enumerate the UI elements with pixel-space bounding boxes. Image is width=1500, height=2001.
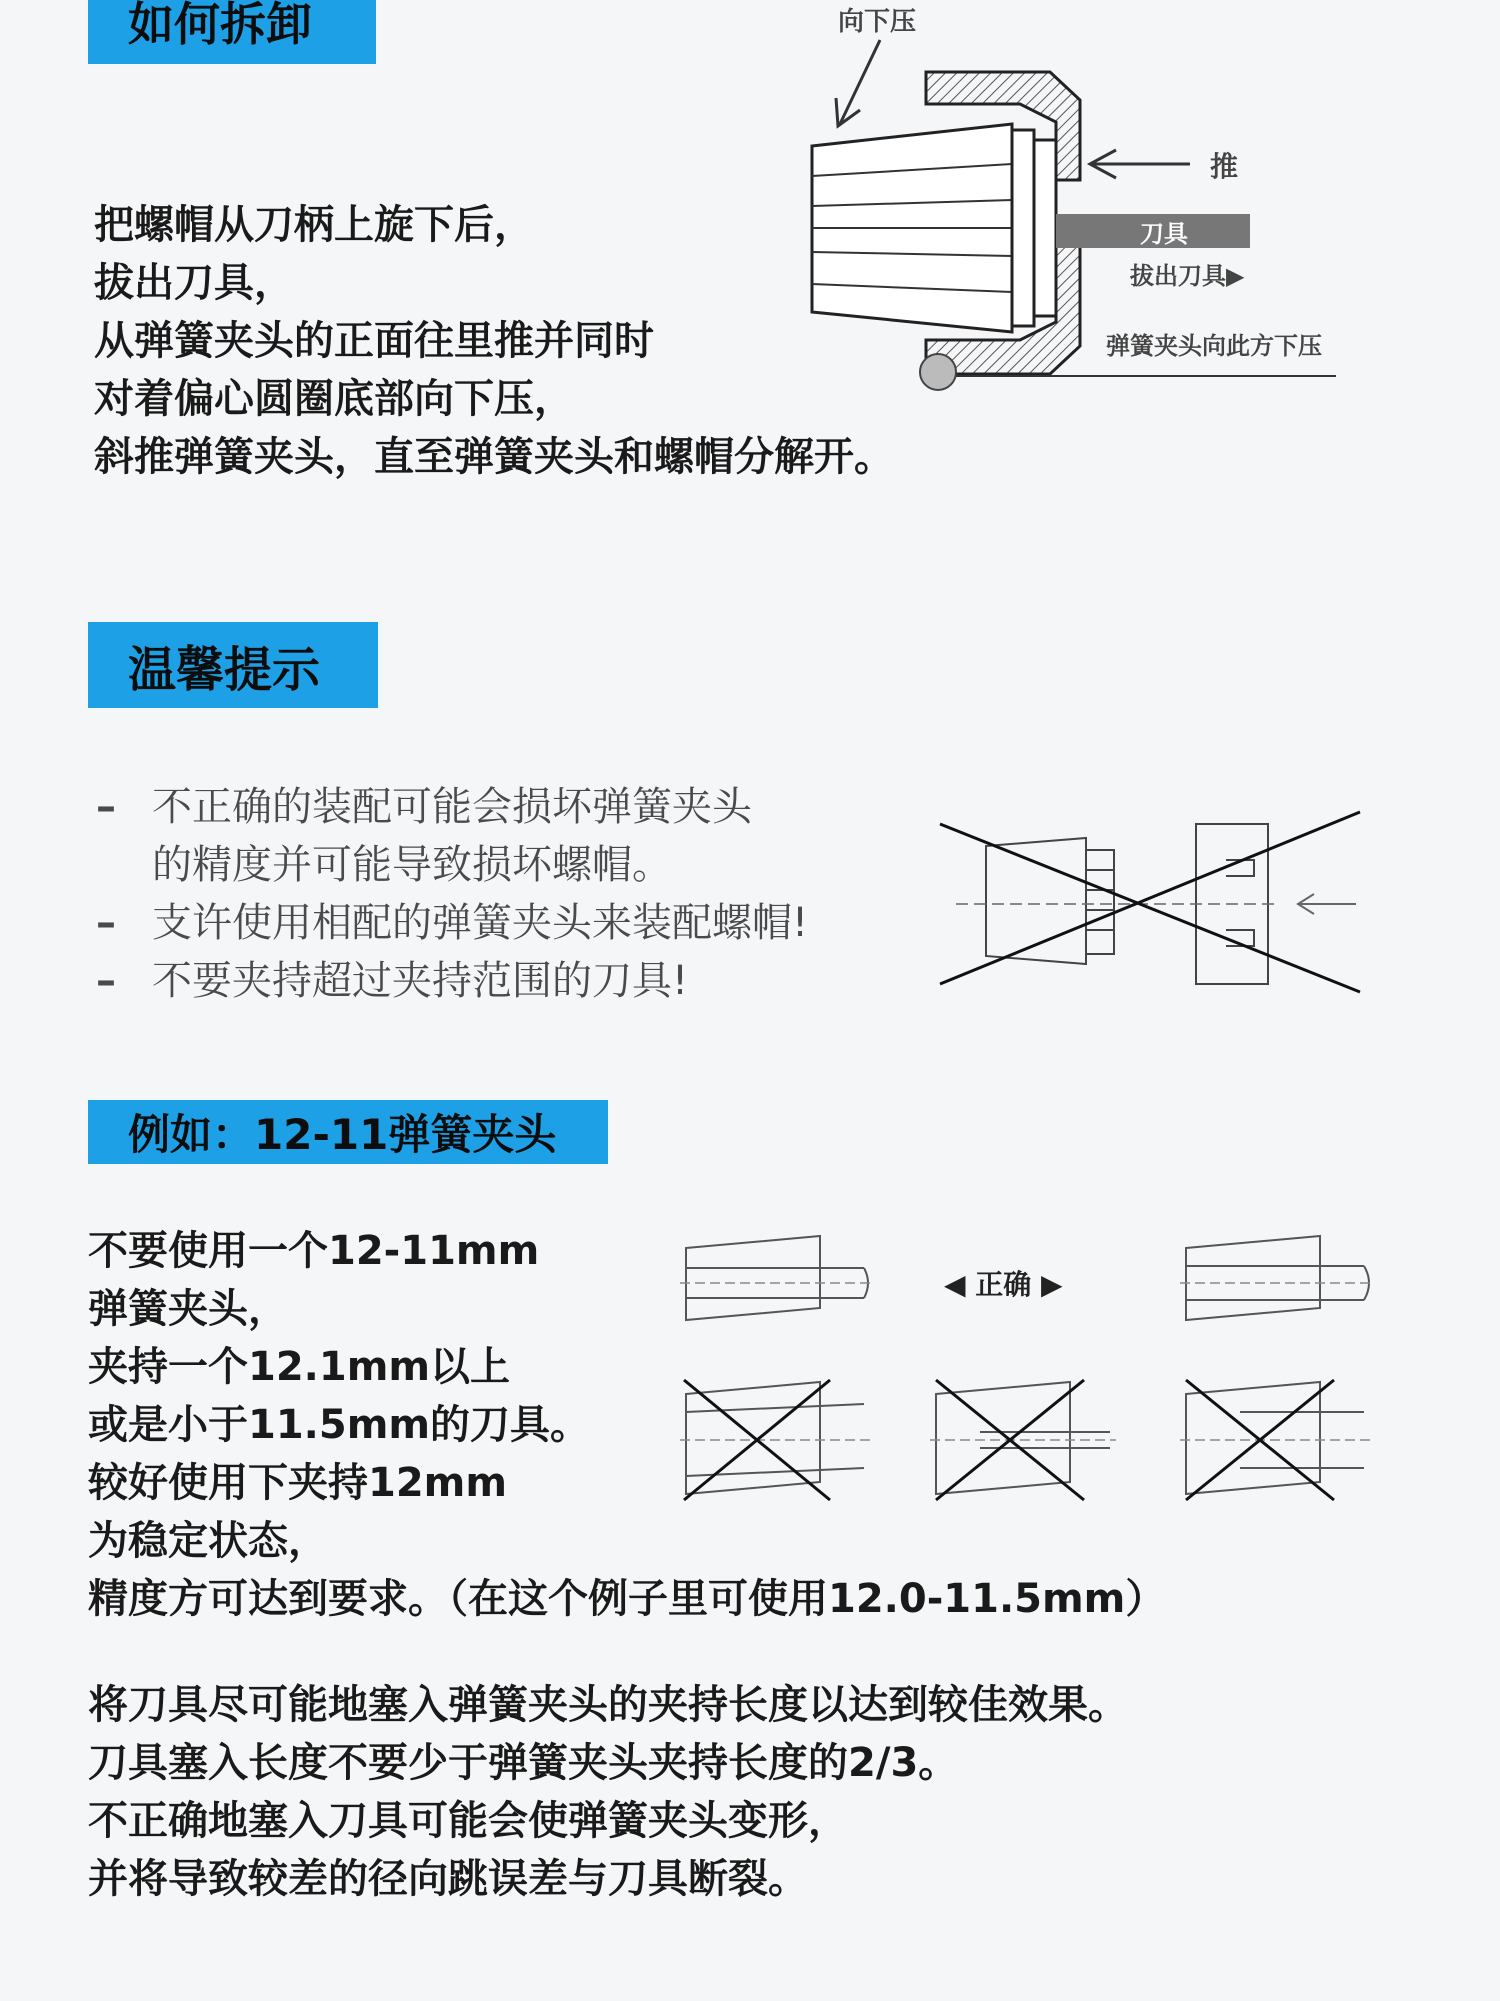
pull-out-label: 拔出刀具▶	[1130, 262, 1245, 290]
collet-correct-right	[1180, 1236, 1372, 1320]
instruction-line: 拔出刀具，	[94, 260, 294, 306]
example-line: 较好使用下夹持12mm	[88, 1460, 508, 1506]
collet-incorrect-oversize	[680, 1380, 870, 1500]
disassembly-diagram	[780, 0, 1400, 420]
tip-dash: –	[96, 784, 116, 830]
example-line: 弹簧夹头，	[88, 1286, 288, 1332]
collet-correct-left	[680, 1236, 870, 1320]
tip-line: 的精度并可能导致损坏螺帽。	[152, 842, 672, 888]
disassembly-instructions	[94, 196, 894, 486]
incorrect-assembly-diagram	[936, 800, 1366, 1000]
example-line: 为稳定状态，	[88, 1518, 328, 1564]
example-line: 或是小于11.5mm的刀具。	[88, 1402, 591, 1448]
tool-label: 刀具	[1140, 220, 1188, 248]
correct-label: ◀ 正确 ▶	[944, 1268, 1063, 1301]
note-line: 刀具塞入长度不要少于弹簧夹头夹持长度的2/3。	[88, 1740, 959, 1786]
eccentric-circle-icon	[920, 354, 956, 390]
instruction-line: 对着偏心圆圈底部向下压，	[94, 376, 574, 422]
press-down-arrow-icon	[836, 40, 880, 126]
collet-shape	[986, 838, 1114, 964]
cross-mark-icon	[940, 812, 1360, 992]
tip-line: 支许使用相配的弹簧夹头来装配螺帽!	[152, 900, 809, 946]
tip-line: 不要夹持超过夹持范围的刀具!	[152, 958, 689, 1004]
example-line: 精度方可达到要求。（在这个例子里可使用12.0-11.5mm）	[88, 1576, 1166, 1622]
section-title-text: 温馨提示	[128, 641, 321, 698]
tip-dash: –	[96, 900, 116, 946]
push-label: 推	[1210, 150, 1239, 183]
instruction-line: 从弹簧夹头的正面往里推并同时	[94, 318, 654, 364]
section-title-text: 如何拆卸	[128, 0, 312, 51]
note-line: 并将导致较差的径向跳误差与刀具断裂。	[88, 1856, 808, 1902]
collet-incorrect-short	[1180, 1380, 1372, 1500]
example-line: 夹持一个12.1mm以上	[88, 1344, 511, 1390]
press-down-label: 向下压	[838, 7, 917, 37]
section-title-text: 例如：12-11弹簧夹头	[128, 1110, 557, 1159]
collet-shape	[812, 124, 1056, 332]
push-arrow-icon	[1090, 150, 1190, 178]
note-line: 将刀具尽可能地塞入弹簧夹头的夹持长度以达到较佳效果。	[88, 1682, 1128, 1728]
example-line: 不要使用一个12-11mm	[88, 1228, 540, 1274]
tip-item	[96, 952, 808, 1010]
insertion-notes	[88, 1676, 1128, 1908]
tip-line: 不正确的装配可能会损坏弹簧夹头	[152, 784, 752, 830]
clamping-range-diagram	[680, 1228, 1380, 1518]
instruction-line: 把螺帽从刀柄上旋下后，	[94, 202, 534, 248]
section-title-tips	[88, 622, 378, 708]
tip-item	[96, 778, 808, 894]
collet-incorrect-undersize	[930, 1380, 1116, 1500]
collet-press-label: 弹簧夹头向此方下压	[1106, 332, 1322, 360]
tips-list	[96, 778, 808, 1010]
tip-item	[96, 894, 808, 952]
section-title-example	[88, 1100, 608, 1164]
section-title-disassembly	[88, 0, 376, 64]
instruction-line: 斜推弹簧夹头，直至弹簧夹头和螺帽分解开。	[94, 434, 894, 480]
push-arrow-icon	[1298, 894, 1356, 914]
tip-dash: –	[96, 958, 116, 1004]
note-line: 不正确地塞入刀具可能会使弹簧夹头变形，	[88, 1798, 848, 1844]
